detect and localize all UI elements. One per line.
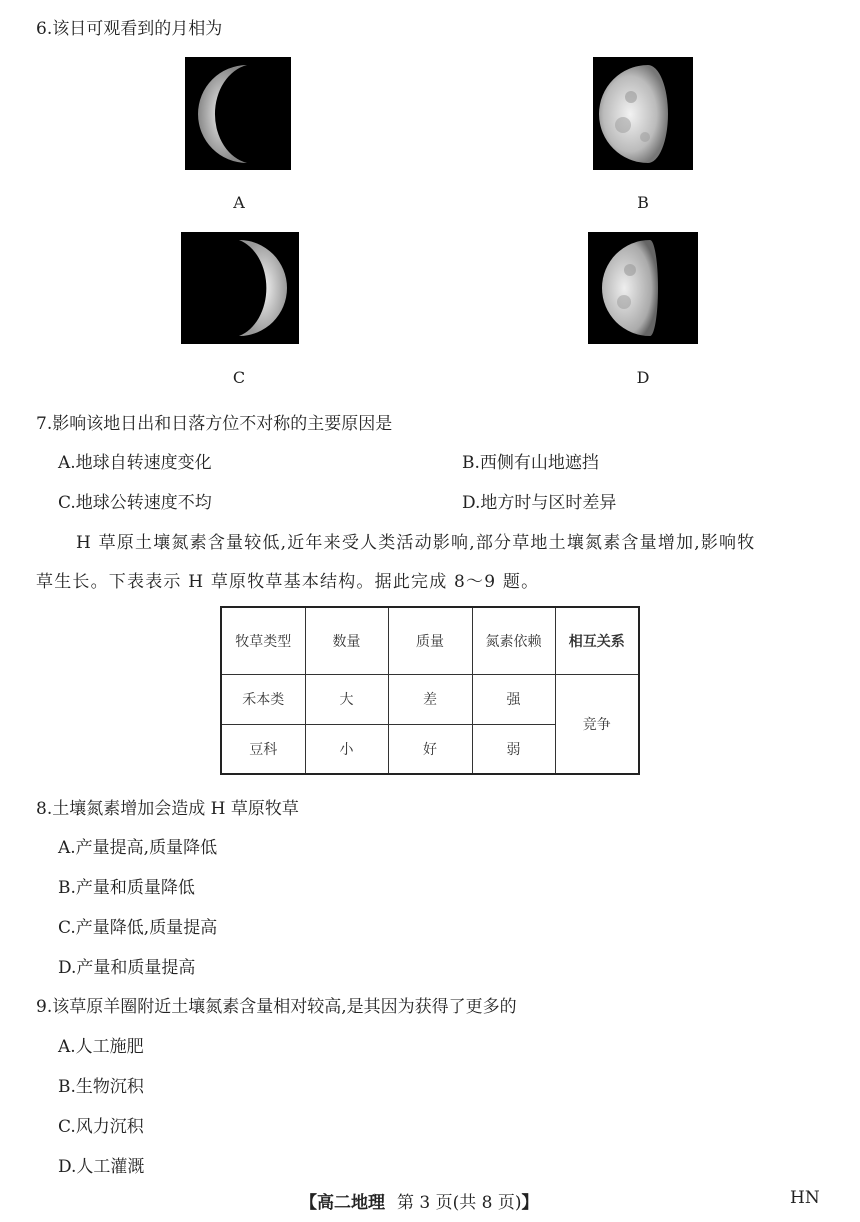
q7-option-c: C.地球公转速度不均 <box>58 493 212 513</box>
moon-image-d <box>588 232 698 344</box>
moon-label-a: A <box>233 193 245 212</box>
q7-option-d: D.地方时与区时差异 <box>462 493 617 513</box>
q8-option-c: C.产量降低,质量提高 <box>58 918 218 938</box>
table-cell: 大 <box>305 674 388 724</box>
q9-option-a: A.人工施肥 <box>58 1037 144 1057</box>
moon-label-d: D <box>636 368 650 387</box>
forage-structure-table <box>220 606 640 775</box>
footer-subject: 高二地理 <box>317 1193 385 1213</box>
table-cell: 强 <box>472 674 555 724</box>
q7-option-a: A.地球自转速度变化 <box>58 453 212 473</box>
table-header: 氮素依赖 <box>472 607 555 674</box>
moon-image-b <box>593 57 693 170</box>
table-cell: 禾本类 <box>221 674 305 724</box>
moon-c-icon <box>181 232 299 344</box>
table-cell: 弱 <box>472 724 555 774</box>
table-header: 质量 <box>388 607 472 674</box>
footer-code: HN <box>790 1188 820 1208</box>
q7-stem: 7.影响该地日出和日落方位不对称的主要原因是 <box>36 414 393 434</box>
footer-page-number: 第 3 页(共 8 页) <box>397 1193 522 1213</box>
moon-d-icon <box>588 232 698 344</box>
moon-a-icon <box>185 57 291 170</box>
q9-option-b: B.生物沉积 <box>58 1077 144 1097</box>
table-header-row <box>221 607 639 674</box>
q6-stem: 6.该日可观看到的月相为 <box>36 19 223 39</box>
q9-option-d: D.人工灌溉 <box>58 1157 145 1177</box>
q8-option-d: D.产量和质量提高 <box>58 958 196 978</box>
table-row <box>221 674 639 724</box>
moon-image-c <box>181 232 299 344</box>
q7-option-b: B.西侧有山地遮挡 <box>462 453 599 473</box>
table-header: 牧草类型 <box>221 607 305 674</box>
q9-stem: 9.该草原羊圈附近土壤氮素含量相对较高,是其因为获得了更多的 <box>36 997 517 1017</box>
q9-option-c: C.风力沉积 <box>58 1117 144 1137</box>
table-cell: 豆科 <box>221 724 305 774</box>
table-cell: 差 <box>388 674 472 724</box>
table-cell: 好 <box>388 724 472 774</box>
table-header: 相互关系 <box>555 607 639 674</box>
moon-image-a <box>185 57 291 170</box>
footer-bracket-left: 【 <box>300 1193 317 1213</box>
moon-b-icon <box>593 57 693 170</box>
passage-line-2: 草生长。下表表示 H 草原牧草基本结构。据此完成 8～9 题。 <box>36 572 540 592</box>
q8-option-a: A.产量提高,质量降低 <box>58 838 218 858</box>
passage-line-1: H 草原土壤氮素含量较低,近年来受人类活动影响,部分草地土壤氮素含量增加,影响牧 <box>76 533 756 553</box>
table-header: 数量 <box>305 607 388 674</box>
footer-bracket-right: 】 <box>521 1193 539 1213</box>
q8-option-b: B.产量和质量降低 <box>58 878 195 898</box>
table-cell: 小 <box>305 724 388 774</box>
moon-label-c: C <box>232 368 246 387</box>
moon-label-b: B <box>637 193 649 212</box>
table-cell-relation: 竞争 <box>555 674 639 774</box>
q8-stem: 8.土壤氮素增加会造成 H 草原牧草 <box>36 799 299 819</box>
page-footer <box>300 1188 539 1213</box>
